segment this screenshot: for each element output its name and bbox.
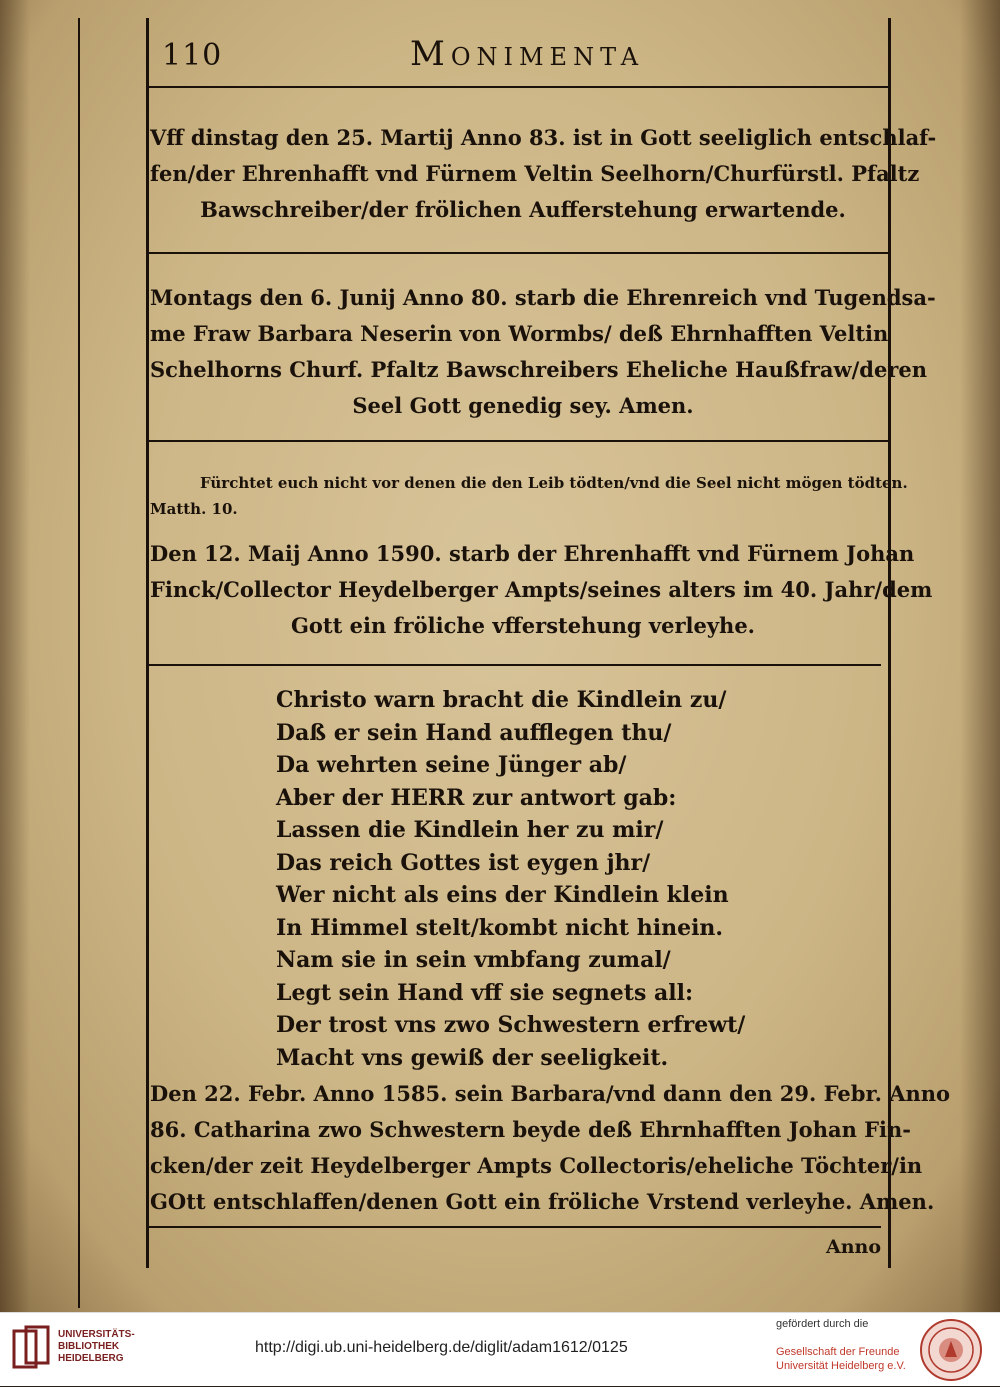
entry-2-line: me Fraw Barbara Neserin von Wormbs/ deß Ehrnhafften Veltin <box>150 321 889 346</box>
rule-2 <box>146 440 891 442</box>
verse-line: Wer nicht als eins der Kindlein klein <box>276 882 729 908</box>
entry-1-line: fen/der Ehrenhafft vnd Fürnem Veltin Seelhorn/Churfürstl. Pfaltz <box>150 161 920 186</box>
entry-1 <box>150 120 937 228</box>
entry-4-line: Den 22. Febr. Anno 1585. sein Barbara/vnd dann den 29. Febr. Anno <box>150 1081 951 1106</box>
verse-line: Macht vns gewiß der seeligkeit. <box>276 1044 669 1071</box>
sponsor-name-line: Gesellschaft der Freunde <box>776 1346 900 1358</box>
entry-2-line: Schelhorns Churf. Pfaltz Bawschreibers Eheliche Haußfraw/deren <box>150 357 927 382</box>
rule-4 <box>146 1226 881 1228</box>
rule-1 <box>146 252 891 254</box>
entry-4 <box>150 1076 951 1220</box>
page-shadow-right <box>960 0 1000 1312</box>
frame-left-inner <box>146 18 149 1268</box>
motto-reference: Matth. 10. <box>150 500 238 518</box>
library-name <box>58 1329 135 1365</box>
library-logo-icon <box>12 1325 52 1373</box>
entry-2-line: Montags den 6. Junij Anno 80. starb die Ehrenreich vnd Tugendsa- <box>150 285 936 310</box>
university-seal-icon <box>918 1317 984 1383</box>
entry-1-line: Vff dinstag den 25. Martij Anno 83. ist in Gott seeliglich entschlaf- <box>150 125 937 150</box>
source-url-link[interactable]: http://digi.ub.uni-heidelberg.de/diglit/adam1612/0125 <box>255 1339 628 1356</box>
entry-3 <box>150 536 933 644</box>
sponsor-text <box>776 1317 906 1373</box>
verse-line: Christo warn bracht die Kindlein zu/ <box>276 687 727 713</box>
header-rule <box>146 86 891 88</box>
verse-line: Das reich Gottes ist eygen jhr/ <box>276 849 651 876</box>
verse-line: Lassen die Kindlein her zu mir/ <box>276 817 664 843</box>
entry-3-line: Den 12. Maij Anno 1590. starb der Ehrenhafft vnd Fürnem Johan <box>150 541 915 566</box>
verse-line: Nam sie in sein vmbfang zumal/ <box>276 947 671 973</box>
running-head: Monimenta <box>410 34 645 74</box>
bible-motto <box>150 470 908 522</box>
motto-line: Fürchtet euch nicht vor denen die den Leib tödten/vnd die Seel nicht mögen tödten. <box>200 474 908 492</box>
library-name-line: BIBLIOTHEK <box>58 1341 120 1352</box>
verse-poem <box>276 684 776 1074</box>
entry-4-line: GOtt entschlaffen/denen Gott ein fröliche Vrstend verleyhe. Amen. <box>150 1189 935 1214</box>
entry-3-line: Gott ein fröliche vfferstehung verleyhe. <box>290 613 755 638</box>
verse-line: In Himmel stelt/kombt nicht hinein. <box>276 914 724 941</box>
verse-line: Legt sein Hand vff sie segnets all: <box>276 979 694 1006</box>
page-shadow-left <box>0 0 30 1312</box>
sponsor-intro: gefördert durch die <box>776 1318 869 1330</box>
library-name-line: HEIDELBERG <box>58 1353 124 1364</box>
verse-line: Da wehrten seine Jünger ab/ <box>276 752 627 778</box>
digitization-footer <box>0 1312 1000 1386</box>
library-name-line: UNIVERSITÄTS- <box>58 1329 135 1340</box>
frame-left-outer <box>78 18 80 1308</box>
verse-line: Der trost vns zwo Schwestern erfrewt/ <box>276 1012 746 1038</box>
rule-3 <box>146 664 881 666</box>
verse-line: Aber der HERR zur antwort gab: <box>276 784 677 811</box>
entry-2-line: Seel Gott genedig sey. Amen. <box>352 393 694 418</box>
entry-3-line: Finck/Collector Heydelberger Ampts/seines alters im 40. Jahr/dem <box>150 577 933 602</box>
verse-line: Daß er sein Hand aufflegen thu/ <box>276 719 672 746</box>
sponsor-name-line: Universität Heidelberg e.V. <box>776 1360 906 1372</box>
entry-4-line: cken/der zeit Heydelberger Ampts Collectoris/eheliche Töchter/in <box>150 1153 923 1178</box>
entry-1-line: Bawschreiber/der frölichen Aufferstehung erwartende. <box>200 197 846 222</box>
entry-2 <box>150 280 936 424</box>
entry-4-line: 86. Catharina zwo Schwestern beyde deß Ehrnhafften Johan Fin- <box>150 1117 912 1142</box>
page-number: 110 <box>162 38 223 73</box>
catchword: Anno <box>826 1236 882 1258</box>
